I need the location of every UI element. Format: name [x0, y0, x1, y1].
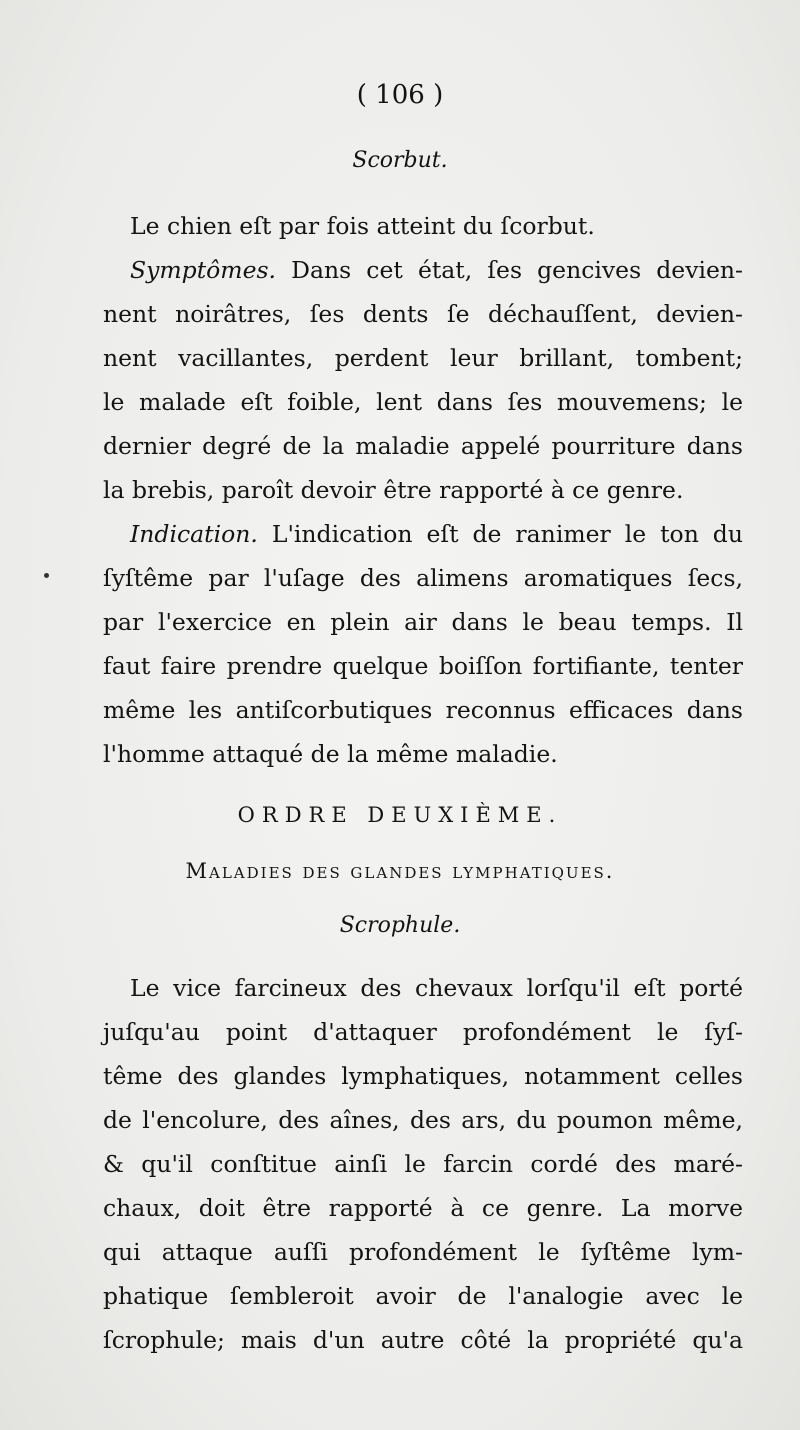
- paragraph-scrophule-line: & qu'il conſtitue ainſi le farcin cordé des maré-: [103, 1150, 743, 1178]
- paragraph-scrophule-line: tême des glandes lymphatiques, notamment celles: [103, 1062, 743, 1090]
- symptomes-label: Symptômes.: [130, 256, 277, 284]
- paragraph-indication-line: l'homme attaqué de la même maladie.: [103, 740, 558, 768]
- order-title: ORDRE DEUXIÈME.: [237, 803, 563, 827]
- paragraph-scrophule-line: de l'encolure, des aînes, des ars, du poumon même,: [103, 1106, 743, 1134]
- paragraph-scrophule-line: juſqu'au point d'attaquer profondément le ſyſ-: [103, 1018, 743, 1046]
- indication-label: Indication.: [130, 520, 258, 548]
- paragraph-symptomes-line: dernier degré de la maladie appelé pourriture dans: [103, 432, 743, 460]
- paragraph-indication-line: par l'exercice en plein air dans le beau temps. Il: [103, 608, 743, 636]
- paragraph-scrophule-line: chaux, doit être rapporté à ce genre. La morve: [103, 1194, 743, 1222]
- paragraph-scrophule-line: qui attaque auſſi profondément le ſyſtême lym-: [103, 1238, 743, 1266]
- section-title-scorbut: Scorbut.: [352, 148, 448, 173]
- paragraph-indication-line: faut faire prendre quelque boiſſon fortifiante, tenter: [103, 652, 743, 680]
- paragraph-scrophule-line: Le vice farcineux des chevaux lorſqu'il eſt porté: [130, 974, 743, 1002]
- paragraph-indication-line: même les antiſcorbutiques reconnus efficaces dans: [103, 696, 743, 724]
- paragraph-indication-line: Indication. L'indication eſt de ranimer le ton du: [130, 520, 743, 548]
- chapter-title: Maladies des glandes lymphatiques.: [185, 859, 615, 883]
- page-number: ( 106 ): [356, 80, 444, 110]
- paragraph-symptomes-line: la brebis, paroît devoir être rapporté à ce genre.: [103, 476, 684, 504]
- margin-dot: [44, 573, 49, 578]
- paragraph-scorbut-intro: Le chien eſt par fois atteint du ſcorbut.: [130, 212, 595, 240]
- paragraph-symptomes-line: nent noirâtres, ſes dents ſe déchauſſent, devien-: [103, 300, 743, 328]
- section-title-scrophule: Scrophule.: [339, 913, 461, 938]
- paragraph-scrophule-line: phatique ſembleroit avoir de l'analogie avec le: [103, 1282, 743, 1310]
- paragraph-symptomes-line: Symptômes. Dans cet état, ſes gencives devien-: [130, 256, 743, 284]
- paragraph-symptomes-line: le malade eſt foible, lent dans ſes mouvemens; le: [103, 388, 743, 416]
- paragraph-symptomes-line: nent vacillantes, perdent leur brillant, tombent;: [103, 344, 743, 372]
- paragraph-indication-line: ſyſtême par l'uſage des alimens aromatiques ſecs,: [103, 564, 743, 592]
- paragraph-scrophule-line: ſcrophule; mais d'un autre côté la propriété qu'a: [103, 1326, 743, 1354]
